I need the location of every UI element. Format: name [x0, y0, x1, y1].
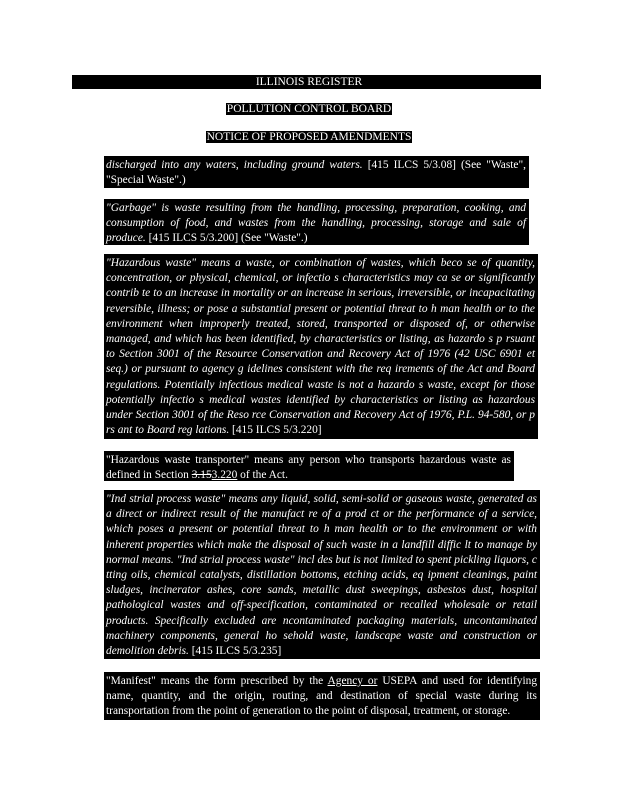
notice-type-title: [0, 130, 618, 144]
p2-term: "Garbage": [106, 202, 157, 214]
register-title-text: ILLINOIS REGISTER: [255, 76, 363, 88]
register-title: [0, 75, 618, 89]
p4-text-after: of the Act.: [237, 469, 288, 482]
p6-inserted-text: Agency or: [327, 675, 378, 687]
paragraph-hazardous-waste-transporter-definition: [104, 451, 514, 481]
paragraph-garbage-definition: [104, 199, 529, 245]
agency-title: [0, 102, 618, 116]
paragraph-industrial-process-waste-definition: [104, 490, 540, 659]
p4-text-before: "Hazardous waste transporter" means any person who transports hazardous waste as defined in Section: [106, 454, 511, 482]
p3-italic-text: "Hazardous waste" means a waste, or combination of wastes, which beco se of quantity, concentration, or physical, chemical, or infectio s characteristics may ca se or significantly contrib te to an increase in mortality or an increase in serious, irreversible, or incapacitating reversible, illness; or pose a substantial present or potential threat to h man health or to the environment when improperly treated, stored, transported or disposed of, or otherwise managed, and which has been identified, by characteristics or listing, as hazardo s p rsuant to Section 3001 of the Resource Conservation and Recovery Act of 1976 (42 USC 6901 et seq.) or pursuant to agency g idelines consistent with the req irements of the Act and Board regulations. Potentially infectious medical waste is not a hazardo s waste, except for those potentially infectio s medical wastes identified by characteristics or listing as hazardous under Section 3001 of the Reso rce Conservation and Recovery Act of 1976, P.L. 94-580, or p rs ant to Board reg lations.: [106, 257, 535, 437]
agency-title-text: POLLUTION CONTROL BOARD: [226, 103, 392, 115]
p6-text-after: USEPA and used for identifying name, quantity, and the origin, routing, and destination of special waste during its transportation from the point of generation to the point of disposal, treatment, or storage.: [106, 675, 538, 718]
p4-inserted-section: 3.220: [211, 469, 238, 482]
p1-citation: [415 ILCS 5/3.08] (See "Waste", "Special Waste".): [106, 159, 526, 187]
p1-italic-text: discharged into any waters, including ground waters.: [106, 159, 363, 171]
p6-text-before: "Manifest" means the form prescribed by the: [106, 675, 328, 687]
paragraph-manifest-definition: [104, 672, 540, 720]
p2-italic-text: is waste resulting from the handling, processing, preparation, cooking, and consumption of food, and wastes from the handling, processing, storage and sale of produce.: [106, 202, 526, 245]
p5-italic-text: "Ind strial process waste" means any liquid, solid, semi-solid or gaseous waste, generated as a direct or indirect result of the manufact re of a prod ct or the performance of a service, which poses a present or potential threat to h man health or to the environment or with inherent properties which make the disposal of such waste in a landfill diffic lt to manage by normal means. "Ind strial process waste" incl des but is not limited to spent pickling liquors, c tting oils, chemical catalysts, distillation bottoms, etching acids, eq ipment cleanings, paint sludges, incinerator ashes, core sands, metallic dust sweepings, asbestos dust, hospital pathological wastes and off-specification, contaminated or recalled wholesale or retail products. Specifically excluded are ncontaminated packaging materials, uncontaminated machinery components, general ho sehold waste, landscape waste and construction or demolition debris.: [106, 493, 537, 658]
paragraph-waste-continuation: [104, 156, 529, 188]
paragraph-hazardous-waste-definition: [104, 254, 538, 439]
notice-type-text: NOTICE OF PROPOSED AMENDMENTS: [206, 131, 412, 143]
p4-struck-section: 3.15: [191, 469, 212, 482]
p2-citation: [415 ILCS 5/3.200] (See "Waste".): [145, 232, 308, 245]
p3-citation: [415 ILCS 5/3.220]: [229, 424, 322, 437]
p5-citation: [415 ILCS 5/3.235]: [188, 645, 282, 658]
